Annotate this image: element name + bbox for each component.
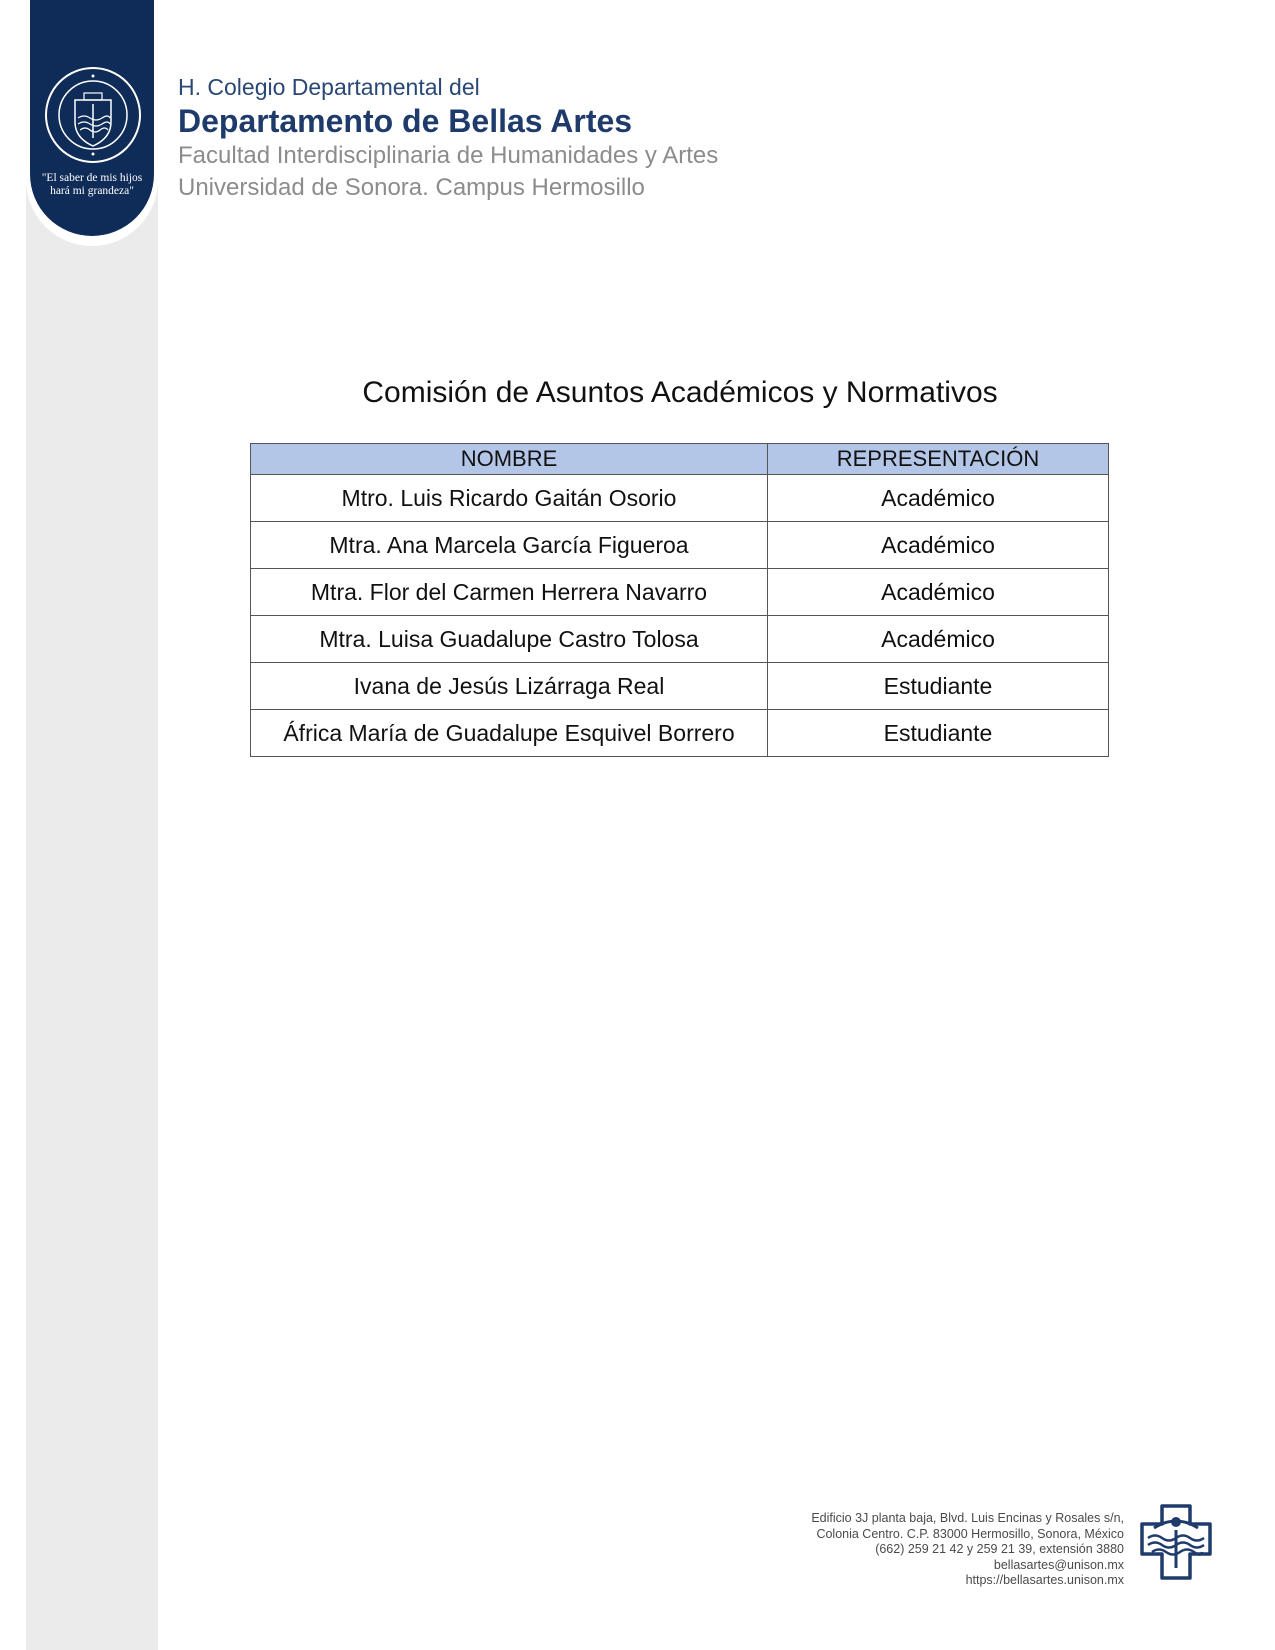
column-header-representation: REPRESENTACIÓN xyxy=(768,444,1109,475)
department-logo-icon xyxy=(1138,1502,1214,1582)
member-representation: Académico xyxy=(768,475,1109,522)
member-representation: Académico xyxy=(768,569,1109,616)
members-table xyxy=(250,443,1109,757)
table-row xyxy=(251,710,1109,757)
member-representation: Estudiante xyxy=(768,663,1109,710)
member-name: Ivana de Jesús Lizárraga Real xyxy=(251,663,768,710)
table-row xyxy=(251,569,1109,616)
member-representation: Estudiante xyxy=(768,710,1109,757)
header-faculty: Facultad Interdisciplinaria de Humanidades y Artes xyxy=(178,142,719,169)
footer-email: bellasartes@unison.mx xyxy=(993,1557,1124,1572)
header-council: H. Colegio Departamental del xyxy=(178,74,480,100)
university-seal-icon xyxy=(44,66,142,164)
footer-address-line-1: Edificio 3J planta baja, Blvd. Luis Encinas y Rosales s/n, xyxy=(811,1511,1124,1525)
member-representation: Académico xyxy=(768,522,1109,569)
footer-website: https://bellasartes.unison.mx xyxy=(965,1573,1124,1587)
member-representation: Académico xyxy=(768,616,1109,663)
footer-address-line-2: Colonia Centro. C.P. 83000 Hermosillo, Sonora, México xyxy=(816,1526,1124,1541)
table-row xyxy=(251,522,1109,569)
footer-phone: (662) 259 21 42 y 259 21 39, extensión 3880 xyxy=(875,1542,1124,1556)
footer-contact xyxy=(811,1511,1124,1589)
header-university: Universidad de Sonora. Campus Hermosillo xyxy=(178,174,645,201)
letterhead xyxy=(178,72,718,204)
motto-line-1: "El saber de mis hijos xyxy=(41,172,143,184)
table-row xyxy=(251,663,1109,710)
header-department: Departamento de Bellas Artes xyxy=(178,103,633,139)
side-band xyxy=(26,0,158,1650)
document-title: Comisión de Asuntos Académicos y Normativos xyxy=(362,376,998,409)
table-row xyxy=(251,475,1109,522)
member-name: África María de Guadalupe Esquivel Borrero xyxy=(251,710,768,757)
table-header-row xyxy=(251,444,1109,475)
member-name: Mtro. Luis Ricardo Gaitán Osorio xyxy=(251,475,768,522)
motto-line-2: hará mi grandeza" xyxy=(50,185,134,197)
seal-motto xyxy=(30,172,154,198)
table-row xyxy=(251,616,1109,663)
member-name: Mtra. Ana Marcela García Figueroa xyxy=(251,522,768,569)
member-name: Mtra. Flor del Carmen Herrera Navarro xyxy=(251,569,768,616)
member-name: Mtra. Luisa Guadalupe Castro Tolosa xyxy=(251,616,768,663)
column-header-name: NOMBRE xyxy=(251,444,768,475)
